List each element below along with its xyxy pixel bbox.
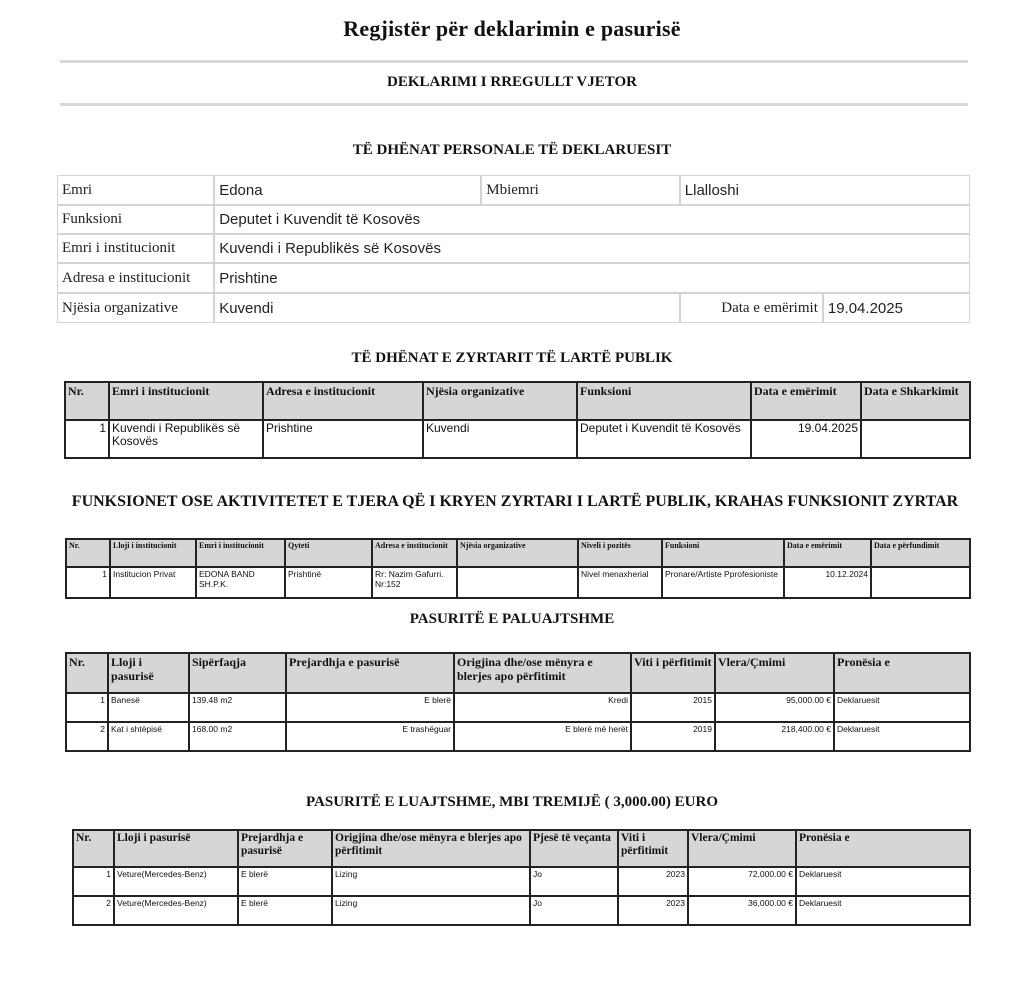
column-header: Niveli i pozitës [578,539,662,567]
movable-assets-table [72,829,971,926]
table-cell: Institucion Privat [110,567,196,598]
column-header: Viti i përfitimit [631,653,715,693]
column-header: Nr. [66,539,110,567]
table-cell: 1 [73,867,114,896]
appointment-date-label: Data e emërimit [680,293,823,323]
address-value: Prishtine [214,263,970,293]
column-header: Adresa e institucionit [372,539,457,567]
address-label: Adresa e institucionit [57,263,214,293]
table-cell: 2019 [631,722,715,751]
table-cell: Kuvendi i Republikës së Kosovës [109,420,263,458]
row-address [57,263,970,293]
table-cell: EDONA BAND SH.P.K. [196,567,285,598]
table-cell: E blerë [238,896,332,925]
table-row [66,722,970,751]
personal-data-table [57,175,970,323]
row-function [57,205,970,234]
column-header: Adresa e institucionit [263,382,423,420]
table-cell: 19.04.2025 [751,420,861,458]
last-name-label: Mbiemri [481,175,680,205]
immovable-assets-heading: PASURITË E PALUAJTSHME [409,611,615,627]
column-header: Data e Shkarkimit [861,382,970,420]
column-header: Njësia organizative [423,382,577,420]
table-cell: 139.48 m2 [189,693,286,722]
column-header: Sipërfaqja [189,653,286,693]
declaration-type: DEKLARIMI I RREGULLT VJETOR [387,74,637,90]
column-header: Data e emërimit [784,539,871,567]
table-cell: Deklaruesit [796,896,970,925]
table-cell: Deputet i Kuvendit të Kosovës [577,420,751,458]
table-cell: Kredi [454,693,631,722]
table-cell: Kuvendi [423,420,577,458]
column-header: Nr. [73,830,114,867]
table-cell: E blerë [238,867,332,896]
column-header: Qyteti [285,539,372,567]
document-title: Regjistër për deklarimin e pasurisë [343,16,681,41]
column-header: Origjina dhe/ose mënyra e blerjes apo përfitimit [332,830,530,867]
table-header-row [66,653,970,693]
table-row [65,420,970,458]
table-cell: Lizing [332,867,530,896]
table-cell: Jo [530,896,618,925]
personal-data-heading: TË DHËNAT PERSONALE TË DEKLARUESIT [352,142,672,158]
official-data-table [64,381,971,459]
table-cell: Lizing [332,896,530,925]
immovable-assets-table [65,652,971,752]
table-cell: Veture(Mercedes-Benz) [114,896,238,925]
row-name [57,175,970,205]
row-institution [57,234,970,263]
row-unit [57,293,970,323]
table-cell: 72,000.00 € [688,867,796,896]
table-cell: E blerë [286,693,454,722]
org-unit-value: Kuvendi [214,293,680,323]
table-cell: E blerë më herët [454,722,631,751]
column-header: Prejardhja e pasurisë [238,830,332,867]
column-header: Pjesë të veçanta [530,830,618,867]
first-name-value: Edona [214,175,481,205]
movable-assets-heading: PASURITË E LUAJTSHME, MBI TREMIJË ( 3,000.00) EURO [306,794,718,810]
table-cell: 2023 [618,867,688,896]
appointment-date-value: 19.04.2025 [823,293,970,323]
table-row [66,567,970,598]
table-cell [871,567,970,598]
table-cell: Jo [530,867,618,896]
column-header: Njësia organizative [457,539,578,567]
other-functions-table [65,538,971,599]
table-cell: Deklaruesit [834,722,970,751]
table-row [66,693,970,722]
org-unit-label: Njësia organizative [57,293,214,323]
table-cell: 1 [66,567,110,598]
table-cell: 2 [73,896,114,925]
table-header-row [73,830,970,867]
column-header: Emri i institucionit [109,382,263,420]
column-header: Viti i përfitimit [618,830,688,867]
table-cell: Banesë [108,693,189,722]
column-header: Data e përfundimit [871,539,970,567]
table-header-row [65,382,970,420]
column-header: Prejardhja e pasurisë [286,653,454,693]
table-cell: 168.00 m2 [189,722,286,751]
table-cell: 2015 [631,693,715,722]
column-header: Pronësia e [834,653,970,693]
table-cell [457,567,578,598]
table-cell: Prishtine [263,420,423,458]
table-cell: Prishtinë [285,567,372,598]
table-cell: 95,000.00 € [715,693,834,722]
table-cell: Rr: Nazim Gafurri. Nr:152 [372,567,457,598]
table-cell: Kat i shtëpisë [108,722,189,751]
institution-value: Kuvendi i Republikës së Kosovës [214,234,970,263]
institution-label: Emri i institucionit [57,234,214,263]
table-cell: 2023 [618,896,688,925]
column-header: Emri i institucionit [196,539,285,567]
column-header: Funksioni [577,382,751,420]
column-header: Vlera/Çmimi [688,830,796,867]
last-name-value: Llalloshi [680,175,970,205]
table-cell: Veture(Mercedes-Benz) [114,867,238,896]
table-header-row [66,539,970,567]
table-cell: Deklaruesit [834,693,970,722]
table-cell: Nivel menaxherial [578,567,662,598]
column-header: Lloji i pasurisë [108,653,189,693]
official-data-heading: TË DHËNAT E ZYRTARIT TË LARTË PUBLIK [351,350,673,366]
column-header: Origjina dhe/ose mënyra e blerjes apo përfitimit [454,653,631,693]
table-cell: Deklaruesit [796,867,970,896]
table-row [73,867,970,896]
function-label: Funksioni [57,205,214,234]
table-cell [861,420,970,458]
column-header: Data e emërimit [751,382,861,420]
table-cell: 218,400.00 € [715,722,834,751]
table-cell: 1 [65,420,109,458]
divider [60,103,968,106]
column-header: Nr. [65,382,109,420]
column-header: Pronësia e [796,830,970,867]
table-row [73,896,970,925]
column-header: Lloji i institucionit [110,539,196,567]
first-name-label: Emri [57,175,214,205]
column-header: Lloji i pasurisë [114,830,238,867]
other-functions-heading: FUNKSIONET OSE AKTIVITETET E TJERA QË I KRYEN ZYRTARI I LARTË PUBLIK, KRAHAS FUNKSIONIT ZYRTAR [71,493,959,510]
column-header: Funksioni [662,539,784,567]
table-cell: 10.12.2024 [784,567,871,598]
table-cell: 36,000.00 € [688,896,796,925]
table-cell: 2 [66,722,108,751]
table-cell: E trashëguar [286,722,454,751]
function-value: Deputet i Kuvendit të Kosovës [214,205,970,234]
table-cell: 1 [66,693,108,722]
table-cell: Pronare/Artiste Pprofesioniste [662,567,784,598]
column-header: Vlera/Çmimi [715,653,834,693]
divider [60,60,968,63]
column-header: Nr. [66,653,108,693]
